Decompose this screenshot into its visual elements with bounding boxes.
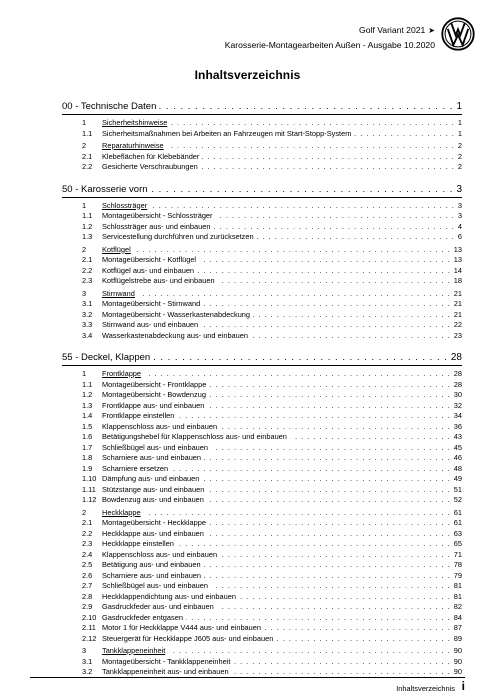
toc-entry-page: 36 xyxy=(453,421,462,431)
toc-sub-row[interactable] xyxy=(62,453,462,464)
toc-entry-page: 81 xyxy=(453,591,462,601)
toc-entry-page: 78 xyxy=(453,560,462,569)
toc-section-row[interactable] xyxy=(62,245,462,256)
toc-chapter-row[interactable] xyxy=(62,179,462,198)
toc-entry-title: 50 - Karosserie vorn xyxy=(62,183,148,195)
toc-entry-title: Montageübersicht - Frontklappe xyxy=(102,379,207,389)
toc-entry-page: 3 xyxy=(457,211,462,220)
dot-leader xyxy=(186,616,451,623)
dot-leader xyxy=(159,103,453,113)
toc-sub-row[interactable] xyxy=(62,518,462,529)
toc-sub-row[interactable] xyxy=(62,560,462,571)
toc-entry-page: 32 xyxy=(453,400,462,410)
dot-leader xyxy=(203,302,451,309)
dot-leader xyxy=(168,649,450,656)
toc-entry-number: 1 xyxy=(82,118,87,127)
toc-entry-page: 90 xyxy=(453,656,462,666)
toc-entry-page: 1 xyxy=(457,128,462,138)
toc-entry-number: 1.3 xyxy=(82,400,93,410)
toc-entry-page: 6 xyxy=(457,232,462,241)
toc-entry-number: 3.4 xyxy=(82,330,93,340)
toc-entry-page: 13 xyxy=(453,244,462,254)
toc-entry-title: Montageübersicht - Tankklappeneinheit xyxy=(102,656,231,666)
toc-sub-row[interactable] xyxy=(62,464,462,475)
toc-entry-number: 2.3 xyxy=(82,276,93,285)
toc-entry-title: Motor 1 für Heckklappe V444 aus- und einbauen xyxy=(102,623,261,632)
toc-entry-number: 3.2 xyxy=(82,667,93,676)
toc-entry-number: 3 xyxy=(82,288,87,298)
toc-entry-number: 2.8 xyxy=(82,591,93,601)
toc-entry-page: 2 xyxy=(457,162,462,171)
dot-leader xyxy=(153,354,448,364)
dot-leader xyxy=(177,542,451,549)
toc-entry-title: Montageübersicht - Bowdenzug xyxy=(102,390,206,399)
dot-leader xyxy=(257,235,455,242)
toc-section-row[interactable] xyxy=(62,646,462,657)
toc-entry-page: 18 xyxy=(453,276,462,285)
toc-entry-title: Stützstange aus- und einbauen xyxy=(102,484,205,494)
toc-entry-title: Gesicherte Verschraubungen xyxy=(102,162,198,171)
toc-entry-number: 3.2 xyxy=(82,309,93,319)
toc-entry-title: Schlossträger aus- und einbauen xyxy=(102,221,211,231)
toc-entry-page: 1 xyxy=(457,118,462,127)
table-of-contents xyxy=(62,96,462,678)
dot-leader xyxy=(264,626,451,633)
toc-entry-number: 1 xyxy=(82,200,87,210)
toc-entry-number: 1.10 xyxy=(82,474,97,483)
toc-entry-number: 3.1 xyxy=(82,656,93,666)
toc-sub-row[interactable] xyxy=(62,401,462,412)
dot-leader xyxy=(197,269,451,276)
toc-entry-title: Heckklappendichtung aus- und einbauen xyxy=(102,591,236,601)
toc-sub-row[interactable] xyxy=(62,634,462,645)
toc-entry-page: 28 xyxy=(450,352,462,363)
toc-sub-row[interactable] xyxy=(62,623,462,634)
toc-entry-page: 61 xyxy=(453,518,462,527)
dot-leader xyxy=(171,467,451,474)
toc-entry-title: Scharniere ersetzen xyxy=(102,463,169,473)
toc-sub-row[interactable] xyxy=(62,571,462,582)
toc-entry-number: 2.2 xyxy=(82,162,93,171)
toc-sub-row[interactable] xyxy=(62,581,462,592)
dot-leader xyxy=(204,456,451,463)
toc-entry-page: 21 xyxy=(453,309,462,319)
toc-entry-number: 2 xyxy=(82,507,87,517)
toc-entry-title: Klappenschloss aus- und einbauen xyxy=(102,549,218,559)
toc-entry-page: 3 xyxy=(456,183,462,195)
toc-entry-page: 23 xyxy=(453,330,462,340)
toc-entry-number: 2.1 xyxy=(82,151,93,161)
dot-leader xyxy=(204,574,451,581)
dot-leader xyxy=(167,144,455,151)
toc-entry-number: 2.2 xyxy=(82,528,93,538)
toc-entry-title: Sicherheitsmaßnahmen bei Arbeiten an Fahrzeugen mit Start-Stopp-System xyxy=(102,128,352,138)
toc-entry-page: 46 xyxy=(453,453,462,462)
toc-entry-title: Heckklappe xyxy=(102,507,141,517)
toc-entry-page: 13 xyxy=(453,255,462,264)
toc-sub-row[interactable] xyxy=(62,299,462,310)
toc-sub-row[interactable] xyxy=(62,495,462,506)
dot-leader xyxy=(251,334,451,341)
toc-sub-row[interactable] xyxy=(62,232,462,243)
toc-section-row[interactable] xyxy=(62,369,462,380)
toc-entry-page: 14 xyxy=(453,265,462,275)
toc-entry-number: 1.12 xyxy=(82,495,97,504)
dot-leader xyxy=(218,279,451,286)
toc-entry-title: Dämpfung aus- und einbauen xyxy=(102,474,200,483)
dot-leader xyxy=(239,595,451,602)
dot-leader xyxy=(170,121,455,128)
toc-entry-number: 1.9 xyxy=(82,463,93,473)
toc-sub-row[interactable] xyxy=(62,129,462,140)
toc-entry-page: 28 xyxy=(453,379,462,389)
toc-entry-number: 1.5 xyxy=(82,421,93,431)
dot-leader xyxy=(290,435,451,442)
toc-sub-row[interactable] xyxy=(62,474,462,485)
toc-entry-title: Gasdruckfeder entgasen xyxy=(102,612,183,622)
toc-entry-number: 1.4 xyxy=(82,411,93,420)
toc-entry-number: 2 xyxy=(82,141,87,150)
toc-sub-row[interactable] xyxy=(62,411,462,422)
toc-entry-title: Betätigung aus- und einbauen xyxy=(102,560,201,569)
dot-leader xyxy=(233,660,450,667)
dot-leader xyxy=(216,214,455,221)
dot-leader xyxy=(201,165,455,172)
toc-entry-title: Sicherheitshinweise xyxy=(102,118,168,127)
dot-leader xyxy=(204,563,451,570)
toc-entry-number: 3.1 xyxy=(82,299,93,308)
dot-leader xyxy=(207,532,451,539)
toc-section-row[interactable] xyxy=(62,201,462,212)
toc-entry-title: Scharniere aus- und einbauen xyxy=(102,570,202,580)
toc-entry-number: 2.6 xyxy=(82,570,93,580)
dot-leader xyxy=(202,477,450,484)
toc-entry-number: 2.1 xyxy=(82,255,93,264)
toc-entry-number: 3.3 xyxy=(82,320,93,329)
toc-entry-title: Gasdruckfeder aus- und einbauen xyxy=(102,602,214,611)
toc-sub-row[interactable] xyxy=(62,432,462,443)
toc-sub-row[interactable] xyxy=(62,390,462,401)
toc-sub-row[interactable] xyxy=(62,266,462,277)
toc-entry-page: 22 xyxy=(453,320,462,329)
header-line-1 xyxy=(225,23,435,38)
toc-entry-title: Frontklappe xyxy=(102,369,142,378)
dot-leader xyxy=(207,404,450,411)
dot-leader xyxy=(217,605,451,612)
dot-leader xyxy=(134,248,451,255)
toc-sub-row[interactable] xyxy=(62,380,462,391)
toc-entry-number: 1.7 xyxy=(82,442,93,452)
toc-entry-number: 1.1 xyxy=(82,128,93,138)
toc-entry-number: 2.3 xyxy=(82,539,93,548)
dot-leader xyxy=(220,425,451,432)
dot-leader xyxy=(211,584,451,591)
toc-entry-title: 00 - Technische Daten xyxy=(62,101,157,112)
toc-entry-number: 2.5 xyxy=(82,560,93,569)
toc-entry-title: Klappenschloss aus- und einbauen xyxy=(102,421,218,431)
toc-entry-page: 89 xyxy=(453,633,462,643)
toc-entry-title: Kotflügelstrebe aus- und einbauen xyxy=(102,276,215,285)
toc-entry-page: 43 xyxy=(453,432,462,441)
dot-leader xyxy=(354,132,455,139)
toc-entry-title: Schlossträger xyxy=(102,200,148,210)
dot-leader xyxy=(207,498,451,505)
header-line-2: Karosserie-Montagearbeiten Außen - Ausgabe 10.2020 xyxy=(224,40,435,50)
dot-leader xyxy=(144,511,451,518)
toc-entry-title: Kotflügel xyxy=(102,244,131,254)
toc-entry-number: 3 xyxy=(82,646,87,655)
toc-entry-number: 2.10 xyxy=(82,612,97,622)
toc-sub-row[interactable] xyxy=(62,310,462,321)
arrow-icon: ➤ xyxy=(428,26,435,35)
dot-leader xyxy=(213,225,454,232)
toc-entry-title: Montageübersicht - Heckklappe xyxy=(102,518,206,527)
dot-leader xyxy=(144,372,451,379)
toc-entry-page: 49 xyxy=(453,474,462,483)
toc-entry-number: 1.6 xyxy=(82,432,93,441)
toc-sub-row[interactable] xyxy=(62,211,462,222)
toc-sub-row[interactable] xyxy=(62,255,462,266)
toc-entry-title: Klebeflächen für Klebebänder xyxy=(102,151,200,161)
dot-leader xyxy=(253,313,451,320)
toc-sub-row[interactable] xyxy=(62,443,462,454)
toc-sub-row[interactable] xyxy=(62,529,462,540)
toc-entry-page: 71 xyxy=(453,549,462,559)
toc-entry-page: 30 xyxy=(453,390,462,399)
toc-entry-title: Montageübersicht - Kotflügel xyxy=(102,255,197,264)
toc-entry-title: Servicestellung durchführen und zurücksetzen xyxy=(102,232,254,241)
toc-sub-row[interactable] xyxy=(62,422,462,433)
dot-leader xyxy=(138,292,451,299)
toc-entry-title: Heckklappe einstellen xyxy=(102,539,174,548)
toc-sub-row[interactable] xyxy=(62,331,462,342)
toc-entry-page: 82 xyxy=(453,602,462,611)
toc-entry-number: 1 xyxy=(82,369,87,378)
toc-entry-page: 79 xyxy=(453,570,462,580)
toc-entry-page: 1 xyxy=(456,101,462,112)
toc-entry-title: Montageübersicht - Stirnwand xyxy=(102,299,201,308)
toc-entry-page: 87 xyxy=(453,623,462,632)
toc-entry-title: Scharniere aus- und einbauen xyxy=(102,453,202,462)
toc-sub-row[interactable] xyxy=(62,539,462,550)
toc-section-row[interactable] xyxy=(62,289,462,300)
toc-entry-title: Schließbügel aus- und einbauen xyxy=(102,581,209,590)
toc-entry-title: 55 - Deckel, Klappen xyxy=(62,352,151,363)
toc-entry-page: 3 xyxy=(457,200,462,210)
toc-sub-row[interactable] xyxy=(62,152,462,163)
dot-leader xyxy=(276,637,450,644)
toc-entry-title: Stirnwand xyxy=(102,288,135,298)
toc-entry-page: 65 xyxy=(453,539,462,548)
toc-entry-number: 1.2 xyxy=(82,221,93,231)
toc-entry-title: Schließbügel aus- und einbauen xyxy=(102,442,209,452)
header-text xyxy=(225,23,435,52)
toc-entry-page: 34 xyxy=(453,411,462,420)
toc-entry-number: 2.7 xyxy=(82,581,93,590)
toc-sub-row[interactable] xyxy=(62,657,462,668)
toc-section-row[interactable] xyxy=(62,508,462,519)
page-footer xyxy=(30,677,465,693)
dot-leader xyxy=(211,446,451,453)
toc-entry-number: 1.1 xyxy=(82,211,93,220)
toc-entry-title: Frontklappe einstellen xyxy=(102,411,175,420)
toc-entry-page: 21 xyxy=(453,299,462,308)
toc-sub-row[interactable] xyxy=(62,667,462,678)
toc-sub-row[interactable] xyxy=(62,592,462,603)
toc-entry-title: Montageübersicht - Wasserkastenabdeckung xyxy=(102,309,251,319)
toc-entry-page: 4 xyxy=(457,221,462,231)
toc-entry-page: 61 xyxy=(453,507,462,517)
dot-leader xyxy=(199,258,451,265)
toc-sub-row[interactable] xyxy=(62,602,462,613)
footer-page-number: i xyxy=(461,679,465,693)
toc-entry-page: 2 xyxy=(457,151,462,161)
toc-entry-title: Steuergerät für Heckklappe J605 aus- und einbauen xyxy=(102,633,274,643)
toc-entry-title: Betätigungshebel für Klappenschloss aus- und einbauen xyxy=(102,432,287,441)
toc-section-row[interactable] xyxy=(62,141,462,152)
toc-chapter-row[interactable] xyxy=(62,347,462,366)
toc-entry-number: 2.2 xyxy=(82,265,93,275)
toc-entry-title: Reparaturhinweise xyxy=(102,141,164,150)
toc-entry-page: 81 xyxy=(453,581,462,590)
toc-entry-page: 90 xyxy=(453,646,462,655)
toc-sub-row[interactable] xyxy=(62,222,462,233)
toc-entry-page: 63 xyxy=(453,528,462,538)
toc-section-row[interactable] xyxy=(62,118,462,129)
page-title: Inhaltsverzeichnis xyxy=(194,68,301,82)
toc-entry-page: 2 xyxy=(457,141,462,150)
dot-leader xyxy=(151,185,454,195)
toc-sub-row[interactable] xyxy=(62,613,462,624)
toc-entry-title: Bowdenzug aus- und einbauen xyxy=(102,495,204,504)
dot-leader xyxy=(177,414,450,421)
dot-leader xyxy=(201,323,451,330)
toc-entry-page: 48 xyxy=(453,463,462,473)
toc-entry-title: Heckklappe aus- und einbauen xyxy=(102,528,204,538)
toc-entry-number: 1.1 xyxy=(82,379,93,389)
toc-entry-page: 45 xyxy=(453,442,462,452)
toc-entry-title: Montageübersicht - Schlossträger xyxy=(102,211,213,220)
toc-entry-title: Wasserkastenabdeckung aus- und einbauen xyxy=(102,330,248,340)
toc-entry-number: 2 xyxy=(82,244,87,254)
dot-leader xyxy=(202,155,454,162)
vw-logo-icon xyxy=(441,17,475,51)
toc-entry-title: Stirnwand aus- und einbauen xyxy=(102,320,199,329)
toc-entry-title: Tankklappeneinheit aus- und einbauen xyxy=(102,667,229,676)
toc-entry-number: 2.11 xyxy=(82,623,96,632)
toc-entry-title: Tankklappeneinheit xyxy=(102,646,166,655)
toc-sub-row[interactable] xyxy=(62,320,462,331)
footer-label: Inhaltsverzeichnis xyxy=(396,684,455,693)
toc-entry-number: 1.11 xyxy=(82,484,96,494)
model-name: Golf Variant 2021 xyxy=(359,25,426,35)
toc-entry-number: 2.12 xyxy=(82,633,97,643)
toc-sub-row[interactable] xyxy=(62,550,462,561)
dot-leader xyxy=(209,393,451,400)
toc-entry-number: 1.3 xyxy=(82,232,93,241)
toc-sub-row[interactable] xyxy=(62,162,462,173)
toc-entry-page: 21 xyxy=(453,288,462,298)
dot-leader xyxy=(209,383,450,390)
toc-entry-number: 2.4 xyxy=(82,549,93,559)
toc-entry-title: Frontklappe aus- und einbauen xyxy=(102,400,205,410)
dot-leader xyxy=(150,204,455,211)
toc-entry-number: 1.2 xyxy=(82,390,93,399)
toc-sub-row[interactable] xyxy=(62,485,462,496)
toc-entry-number: 2.1 xyxy=(82,518,93,527)
toc-sub-row[interactable] xyxy=(62,276,462,287)
dot-leader xyxy=(207,488,450,495)
toc-entry-number: 2.9 xyxy=(82,602,93,611)
dot-leader xyxy=(209,521,451,528)
toc-entry-page: 28 xyxy=(453,369,462,378)
toc-entry-page: 51 xyxy=(453,484,462,494)
toc-entry-page: 90 xyxy=(453,667,462,676)
toc-entry-page: 84 xyxy=(453,612,462,622)
toc-entry-title: Kotflügel aus- und einbauen xyxy=(102,265,195,275)
dot-leader xyxy=(220,553,451,560)
toc-chapter-row[interactable] xyxy=(62,96,462,115)
toc-entry-page: 52 xyxy=(453,495,462,504)
toc-entry-number: 1.8 xyxy=(82,453,93,462)
